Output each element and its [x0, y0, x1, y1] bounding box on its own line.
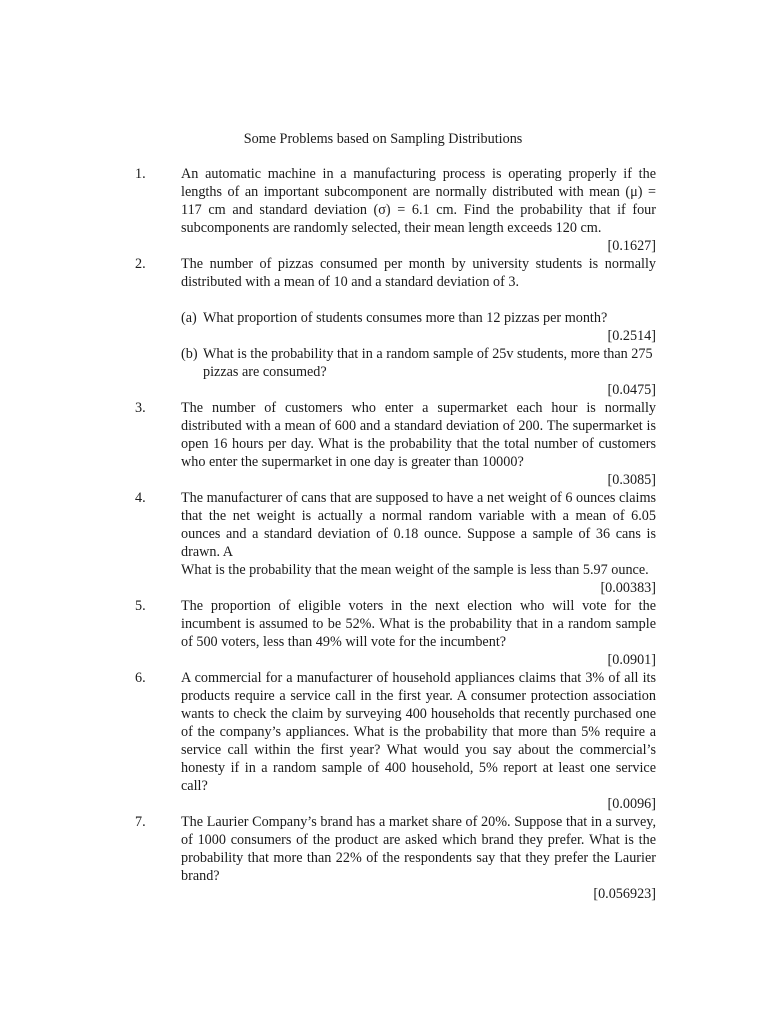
sub-question-a: [181, 309, 656, 327]
problem-number: 6.: [135, 670, 146, 686]
problem-number: 3.: [135, 400, 146, 416]
sub-question-text: What proportion of students consumes more than 12 pizzas per month?: [203, 310, 608, 326]
problem-5: [0, 597, 768, 669]
problem-number: 1.: [135, 166, 146, 182]
problem-text: The number of customers who enter a supermarket each hour is normally distributed with a mean of 600 and a standard deviation of 200. The supermarket is open 16 hours per day. What is the probability that the total number of customers who enter the supermarket in one day is greater than 10000?: [181, 400, 656, 470]
problem-text: The number of pizzas consumed per month by university students is normally distributed with a mean of 10 and a standard deviation of 3.: [181, 256, 656, 290]
problem-7: [0, 813, 768, 903]
sub-question-b: [181, 345, 656, 381]
sub-question-answer: [0.2514]: [607, 328, 656, 344]
problem-text: An automatic machine in a manufacturing process is operating properly if the lengths of an important subcomponent are normally distributed with mean (μ) = 117 cm and standard deviation (σ) = 6.1 cm. Find the probability that if four subcomponents are randomly selected, their mean length exceeds 120 cm.: [181, 166, 656, 236]
problem-2: [0, 255, 768, 399]
problem-answer: [0.3085]: [607, 472, 656, 488]
problem-6: [0, 669, 768, 813]
problem-answer: [0.0096]: [607, 796, 656, 812]
problem-3: [0, 399, 768, 489]
problem-answer: [0.00383]: [600, 580, 656, 596]
problem-text: The proportion of eligible voters in the next election who will vote for the incumbent is assumed to be 52%. What is the probability that in a random sample of 500 voters, less than 49% will vote for the incumbent?: [181, 598, 656, 650]
problem-number: 4.: [135, 490, 146, 506]
problem-answer: [0.0901]: [607, 652, 656, 668]
sub-question-answer: [0.0475]: [607, 382, 656, 398]
problem-text: A commercial for a manufacturer of household appliances claims that 3% of all its products require a service call in the first year. A consumer protection association wants to check the claim by surveying 400 households that recently purchased one of the company’s appliances. What is the probability that more than 5% require a service call within the first year? What would you say about the commercial’s honesty if in a random sample of 400 household, 5% report at least one service call?: [181, 670, 656, 794]
problem-number: 5.: [135, 598, 146, 614]
problem-list: [0, 165, 768, 903]
problem-text: The manufacturer of cans that are supposed to have a net weight of 6 ounces claims that the net weight is actually a normal random variable with a mean of 6.05 ounces and a standard deviation of 0.18 ounce. Suppose a sample of 36 cans is drawn. A: [181, 490, 656, 560]
problem-answer: [0.1627]: [607, 238, 656, 254]
sub-question-label: (a): [181, 310, 197, 326]
problem-text-continued: What is the probability that the mean weight of the sample is less than 5.97 ounce.: [181, 562, 649, 578]
problem-4: [0, 489, 768, 597]
problem-1: [0, 165, 768, 255]
problem-number: 7.: [135, 814, 146, 830]
spacer: [0, 291, 768, 309]
page-title: Some Problems based on Sampling Distributions: [243, 131, 523, 147]
problem-answer: [0.056923]: [593, 886, 656, 902]
sub-question-text: What is the probability that in a random sample of 25v students, more than 275 pizzas are consumed?: [203, 346, 653, 380]
problem-text: The Laurier Company’s brand has a market share of 20%. Suppose that in a survey, of 1000 consumers of the product are asked which brand they prefer. What is the probability that more than 22% of the respondents say that they prefer the Laurier brand?: [181, 814, 656, 884]
sub-question-label: (b): [181, 346, 198, 362]
problem-number: 2.: [135, 256, 146, 272]
